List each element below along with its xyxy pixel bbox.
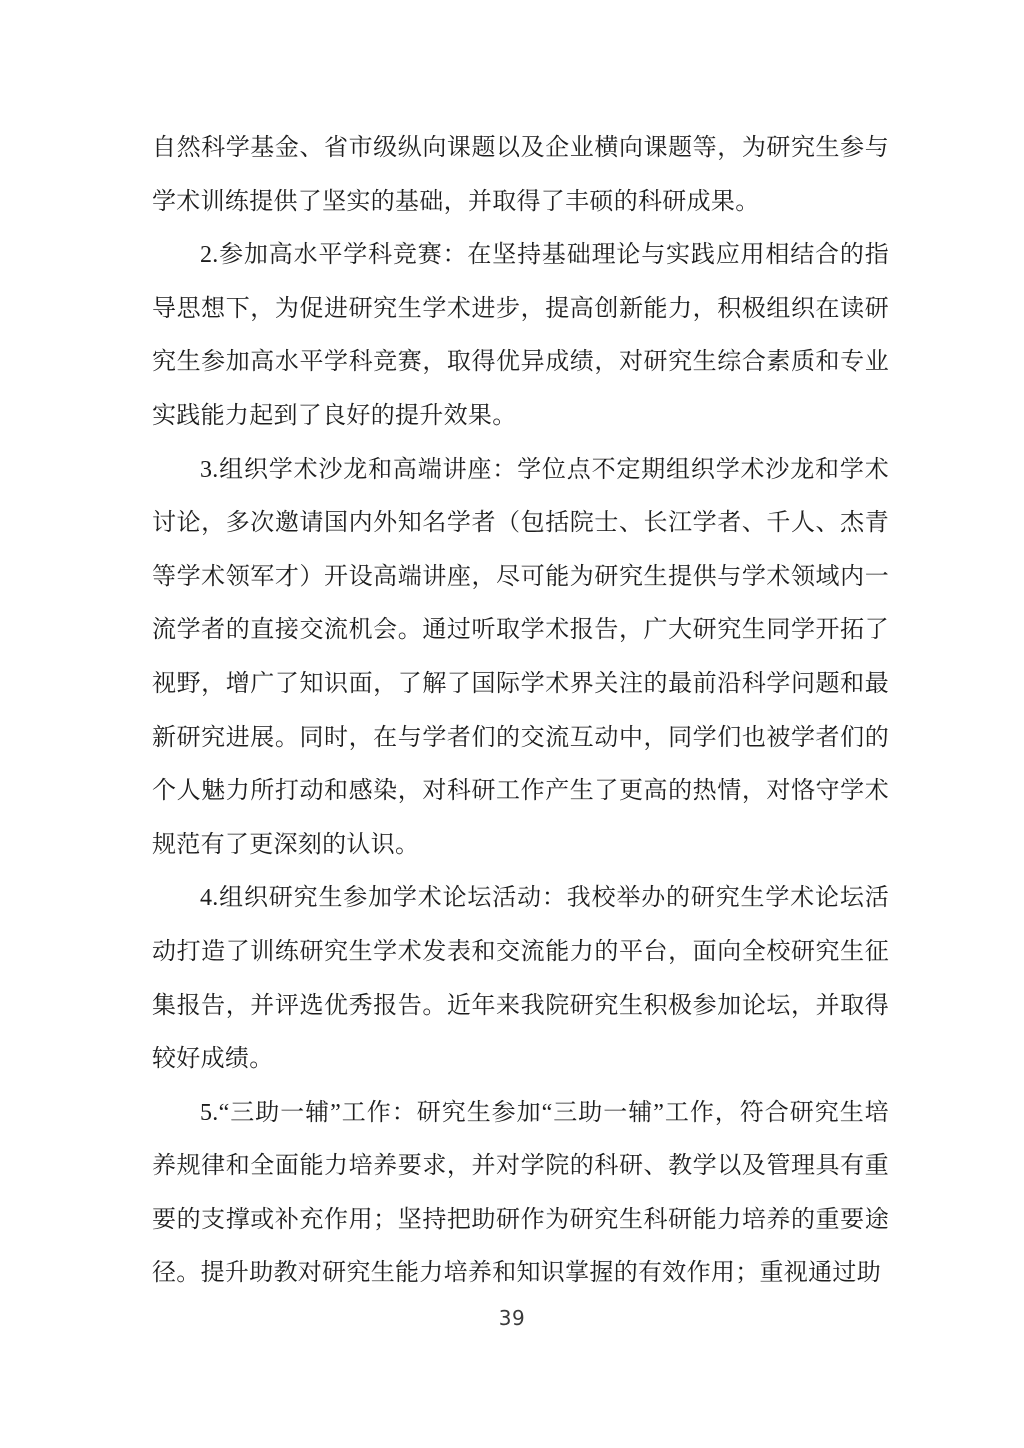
paragraph-item-3: 3.组织学术沙龙和高端讲座：学位点不定期组织学术沙龙和学术讨论，多次邀请国内外知名学者（包括院士、长江学者、千人、杰青等学术领军才）开设高端讲座，尽可能为研究生提供与学术领域内一流学者的直接交流机会。通过听取学术报告，广大研究生同学开拓了视野，增广了知识面，了解了国际学术界关注的最前沿科学问题和最新研究进展。同时，在与学者们的交流互动中，同学们也被学者们的个人魅力所打动和感染，对科研工作产生了更高的热情，对恪守学术规范有了更深刻的认识。	[152, 456, 889, 858]
paragraph-item-2: 2.参加高水平学科竞赛：在坚持基础理论与实践应用相结合的指导思想下，为促进研究生学术进步，提高创新能力，积极组织在读研究生参加高水平学科竞赛，取得优异成绩，对研究生综合素质和专业实践能力起到了良好的提升效果。	[152, 242, 889, 429]
paragraph-item-5: 5.“三助一辅”工作：研究生参加“三助一辅”工作，符合研究生培养规律和全面能力培养要求，并对学院的科研、教学以及管理具有重要的支撑或补充作用；坚持把助研作为研究生科研能力培养的重要途径。提升助教对研究生能力培养和知识掌握的有效作用；重视通过助	[152, 1099, 889, 1287]
page-number: 39	[498, 1306, 526, 1330]
document-body	[152, 122, 889, 1301]
paragraph-continuation: 自然科学基金、省市级纵向课题以及企业横向课题等，为研究生参与学术训练提供了坚实的基础，并取得了丰硕的科研成果。	[152, 135, 889, 215]
paragraph-item-4: 4.组织研究生参加学术论坛活动：我校举办的研究生学术论坛活动打造了训练研究生学术发表和交流能力的平台，面向全校研究生征集报告，并评选优秀报告。近年来我院研究生积极参加论坛，并取得较好成绩。	[152, 885, 889, 1073]
